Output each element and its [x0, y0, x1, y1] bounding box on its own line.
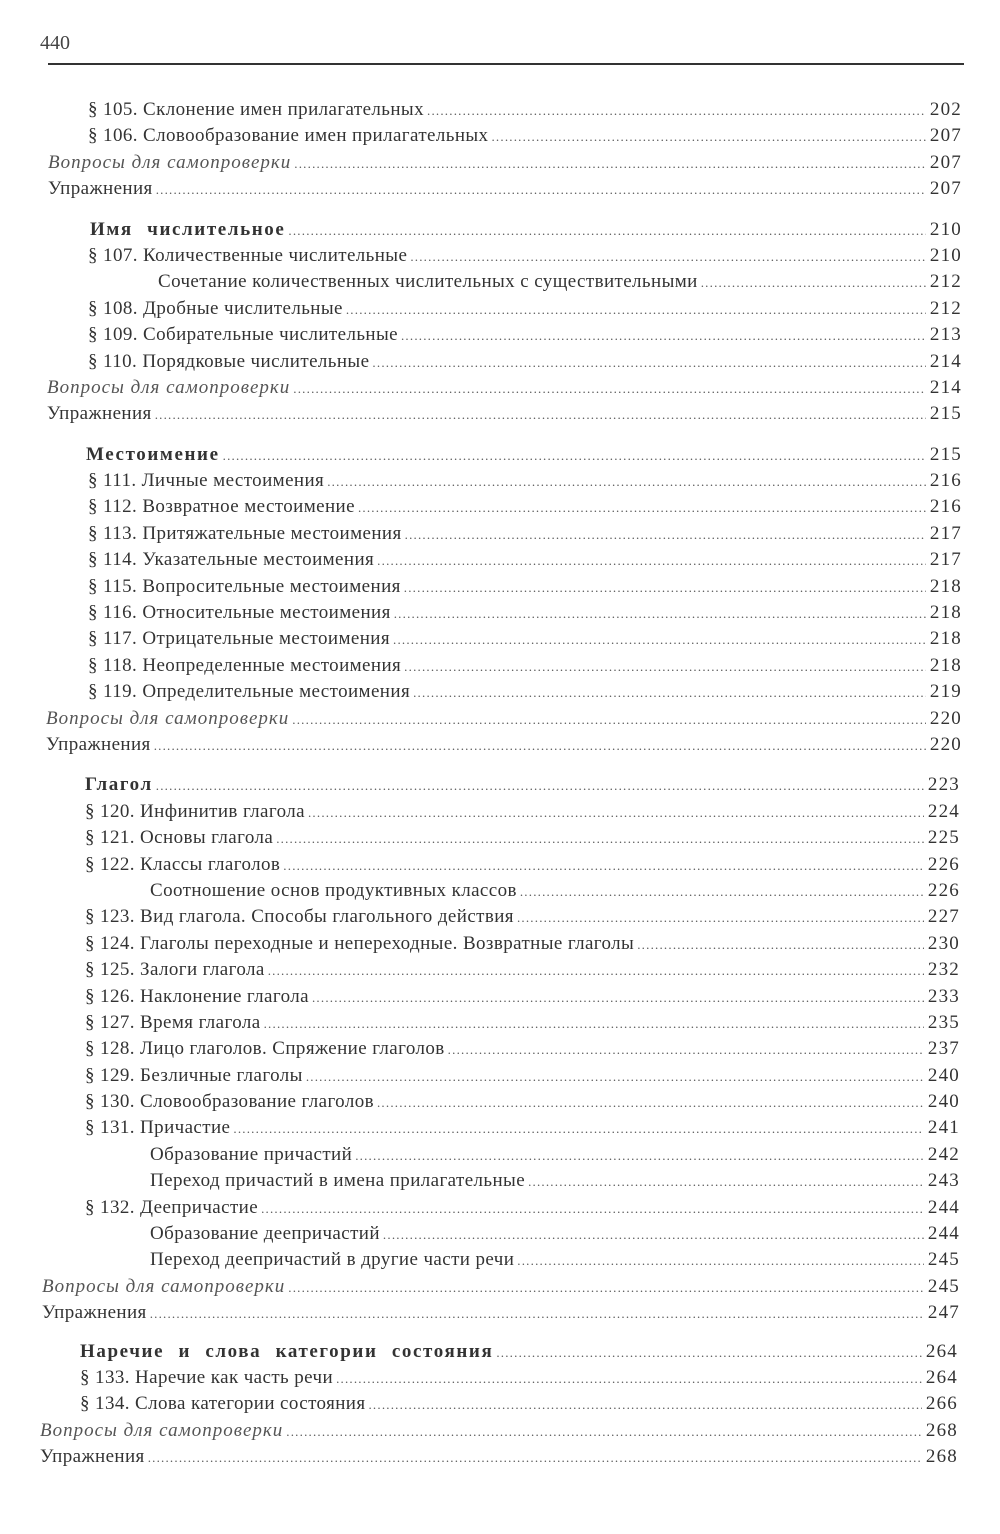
- toc-entry-page: 226: [927, 879, 960, 901]
- toc-dot-leader: [223, 443, 926, 469]
- toc-entry: [88, 653, 962, 679]
- toc-entry: [158, 269, 962, 295]
- toc-dot-leader: [155, 402, 926, 428]
- toc-entry: [85, 852, 960, 878]
- toc-dot-leader: [520, 879, 924, 905]
- toc-entry-page: 220: [929, 733, 962, 755]
- toc-entry-title: § 112. Возвратное местоимение: [88, 496, 355, 518]
- toc-entry-title: Местоимение: [86, 443, 220, 465]
- section-gap: [0, 203, 1000, 217]
- toc-dot-leader: [358, 495, 926, 521]
- toc-entry-title: § 117. Отрицательные местоимения: [88, 628, 390, 650]
- toc-entry-page: 266: [925, 1393, 958, 1415]
- toc-dot-leader: [372, 350, 925, 376]
- toc-entry: [88, 349, 962, 375]
- toc-entry: [88, 468, 962, 494]
- toc-dot-leader: [701, 270, 926, 296]
- toc-dot-leader: [286, 1419, 922, 1445]
- toc-entry: [85, 799, 960, 825]
- toc-entry: [88, 322, 962, 348]
- toc-entry: [88, 574, 962, 600]
- toc-entry-page: 214: [929, 350, 962, 372]
- toc-entry-page: 207: [929, 178, 962, 200]
- toc-entry-title: § 107. Количественные числительные: [88, 244, 408, 266]
- toc-dot-leader: [368, 1392, 921, 1418]
- toc-entry-title: § 105. Склонение имен прилагательных: [88, 99, 424, 120]
- toc-entry-page: 227: [927, 906, 960, 928]
- toc-entry: [47, 375, 962, 401]
- toc-dot-leader: [308, 800, 924, 826]
- toc-entry-page: 210: [929, 218, 962, 240]
- toc-entry: [80, 1391, 958, 1417]
- toc-section: [0, 772, 1000, 1326]
- toc-entry: [88, 123, 962, 149]
- toc-entry: [85, 984, 960, 1010]
- toc-entry-title: § 121. Основы глагола: [85, 827, 274, 849]
- toc-entry-title: § 114. Указательные местоимения: [88, 549, 375, 571]
- toc-entry-title: Вопросы для самопроверки: [40, 1419, 284, 1441]
- toc-dot-leader: [264, 1011, 924, 1037]
- toc-entry-title: § 119. Определительные местоимения: [88, 681, 411, 703]
- toc-entry-title: § 133. Наречие как часть речи: [80, 1366, 334, 1388]
- toc-entry-page: 218: [929, 575, 962, 597]
- toc-entry: [85, 1115, 960, 1141]
- toc-entry-page: 218: [929, 628, 962, 650]
- toc-entry-page: 215: [929, 443, 962, 465]
- toc-section: [0, 442, 1000, 759]
- toc-entry-page: 224: [927, 800, 960, 822]
- toc-entry-page: 268: [925, 1419, 958, 1441]
- toc-entry-page: 244: [927, 1196, 960, 1218]
- toc-dot-leader: [154, 733, 926, 759]
- toc-entry-title: § 131. Причастие: [85, 1117, 231, 1139]
- toc-entry-title: § 108. Дробные числительные: [88, 297, 343, 319]
- section-gap: [0, 428, 1000, 442]
- toc-entry-page: 210: [929, 244, 962, 266]
- toc-entry-page: 264: [925, 1366, 958, 1388]
- toc-entry-title: § 110. Порядковые числительные: [88, 350, 370, 372]
- toc-entry-page: 247: [927, 1302, 960, 1324]
- toc-entry-title: Имя числительное: [90, 218, 286, 240]
- toc-entry-page: 225: [927, 827, 960, 849]
- toc-entry-page: 219: [929, 681, 962, 703]
- toc-entry-page: 235: [927, 1011, 960, 1033]
- toc-entry: [85, 1063, 960, 1089]
- toc-entry-page: 240: [927, 1064, 960, 1086]
- toc-dot-leader: [327, 469, 926, 495]
- toc-entry-title: Образование причастий: [150, 1143, 353, 1165]
- toc-dot-leader: [292, 707, 926, 733]
- toc-entry-title: Вопросы для самопроверки: [48, 151, 292, 173]
- toc-dot-leader: [496, 1340, 922, 1366]
- toc-entry: [88, 626, 962, 652]
- toc-entry-title: Глагол: [85, 774, 153, 796]
- toc-entry-title: Вопросы для самопроверки: [46, 707, 290, 729]
- toc-dot-leader: [401, 323, 926, 349]
- toc-entry-title: § 113. Притяжательные местоимения: [88, 522, 402, 544]
- toc-entry: [85, 1010, 960, 1036]
- toc-entry-page: 232: [927, 959, 960, 981]
- toc-dot-leader: [268, 958, 924, 984]
- toc-entry-page: 230: [927, 932, 960, 954]
- toc-entry-title: § 126. Наклонение глагола: [85, 985, 309, 1007]
- toc-entry-title: Упражнения: [47, 403, 152, 425]
- toc-entry-title: § 128. Лицо глаголов. Спряжение глаголов: [85, 1038, 445, 1060]
- toc-dot-leader: [288, 218, 925, 244]
- toc-entry-title: § 111. Личные местоимения: [88, 470, 325, 492]
- toc-entry-title: § 106. Словообразование имен прилагательных: [88, 125, 489, 147]
- toc-entry-page: 202: [929, 99, 962, 120]
- toc-entry-page: 245: [927, 1275, 960, 1297]
- toc-entry: [85, 904, 960, 930]
- toc-dot-leader: [404, 575, 926, 601]
- toc-entry-title: § 120. Инфинитив глагола: [85, 800, 305, 822]
- toc-entry: [46, 732, 962, 758]
- toc-entry-page: 243: [927, 1170, 960, 1192]
- toc-entry: [88, 494, 962, 520]
- toc-entry: [85, 957, 960, 983]
- toc-entry: [40, 1418, 958, 1444]
- toc-entry-title: § 134. Слова категории состояния: [80, 1393, 366, 1415]
- toc-entry: [150, 1247, 960, 1273]
- toc-dot-leader: [413, 680, 926, 706]
- toc-entry-page: 264: [925, 1340, 958, 1362]
- toc-entry: [80, 1339, 958, 1365]
- toc-entry-title: Сочетание количественных числительных с существительными: [158, 271, 698, 293]
- toc-dot-leader: [346, 297, 926, 323]
- toc-dot-leader: [491, 124, 925, 150]
- toc-entry-page: 217: [929, 549, 962, 571]
- toc-entry-title: Упражнения: [40, 1446, 145, 1468]
- toc-entry: [88, 521, 962, 547]
- toc-dot-leader: [377, 1090, 924, 1116]
- toc-entry: [85, 1195, 960, 1221]
- toc-entry-title: Соотношение основ продуктивных классов: [150, 879, 517, 901]
- toc-dot-leader: [150, 1301, 924, 1327]
- toc-entry-page: 213: [929, 324, 962, 346]
- toc-dot-leader: [517, 1248, 924, 1274]
- toc-entry-page: 240: [927, 1091, 960, 1113]
- toc-dot-leader: [637, 932, 924, 958]
- toc-dot-leader: [405, 522, 926, 548]
- toc-entry: [80, 1365, 958, 1391]
- toc-entry: [88, 679, 962, 705]
- toc-entry-page: 216: [929, 470, 962, 492]
- toc-entry-page: 212: [929, 297, 962, 319]
- toc-entry: [150, 1168, 960, 1194]
- toc-entry: [85, 825, 960, 851]
- toc-dot-leader: [233, 1116, 924, 1142]
- toc-entry: [85, 931, 960, 957]
- toc-entry-title: § 118. Неопределенные местоимения: [88, 654, 402, 676]
- toc-entry: [88, 547, 962, 573]
- toc-dot-leader: [393, 627, 926, 653]
- toc-entry-title: § 125. Залоги глагола: [85, 959, 265, 981]
- toc-dot-leader: [355, 1143, 924, 1169]
- toc-entry-page: 237: [927, 1038, 960, 1060]
- toc-entry-title: Вопросы для самопроверки: [47, 376, 291, 398]
- toc-entry-title: § 132. Деепричастие: [85, 1196, 259, 1218]
- toc-dot-leader: [148, 1445, 922, 1471]
- toc-entry-page: 242: [927, 1143, 960, 1165]
- toc-dot-leader: [288, 1275, 924, 1301]
- toc-dot-leader: [427, 98, 926, 124]
- table-of-contents: [0, 97, 1000, 1471]
- toc-dot-leader: [336, 1366, 922, 1392]
- toc-entry-page: 241: [927, 1117, 960, 1139]
- toc-entry-title: Упражнения: [46, 733, 151, 755]
- toc-dot-leader: [448, 1037, 924, 1063]
- toc-dot-leader: [276, 826, 924, 852]
- toc-entry: [86, 442, 962, 468]
- toc-entry-page: 207: [929, 125, 962, 147]
- toc-entry: [42, 1300, 960, 1326]
- toc-entry: [48, 150, 962, 176]
- toc-entry-title: § 116. Относительные местоимения: [88, 602, 391, 624]
- toc-dot-leader: [306, 1064, 924, 1090]
- section-gap: [0, 1327, 1000, 1339]
- toc-entry-page: 223: [927, 774, 960, 796]
- toc-dot-leader: [528, 1169, 924, 1195]
- toc-entry-page: 220: [929, 707, 962, 729]
- header-rule: [48, 63, 964, 65]
- toc-entry-page: 226: [927, 853, 960, 875]
- toc-dot-leader: [294, 151, 926, 177]
- toc-entry-page: 215: [929, 403, 962, 425]
- toc-entry-page: 212: [929, 271, 962, 293]
- toc-dot-leader: [156, 177, 926, 203]
- toc-entry: [88, 243, 962, 269]
- toc-entry-title: § 122. Классы глаголов: [85, 853, 281, 875]
- toc-entry-page: 217: [929, 522, 962, 544]
- toc-dot-leader: [283, 853, 924, 879]
- toc-entry-title: § 109. Собирательные числительные: [88, 324, 398, 346]
- toc-dot-leader: [312, 985, 924, 1011]
- toc-entry-title: Переход деепричастий в другие части речи: [150, 1249, 515, 1271]
- toc-entry-page: 244: [927, 1223, 960, 1245]
- section-gap: [0, 758, 1000, 772]
- toc-entry-title: Упражнения: [48, 178, 153, 200]
- toc-entry: [47, 401, 962, 427]
- toc-section: [0, 217, 1000, 428]
- toc-dot-leader: [394, 601, 926, 627]
- toc-section: [0, 1339, 1000, 1471]
- toc-dot-leader: [156, 773, 924, 799]
- toc-entry-page: 245: [927, 1249, 960, 1271]
- toc-entry: [40, 1444, 958, 1470]
- toc-dot-leader: [410, 244, 926, 270]
- toc-entry-page: 268: [925, 1446, 958, 1468]
- page-number: 440: [40, 32, 70, 54]
- toc-entry-page: 214: [929, 376, 962, 398]
- toc-entry-page: 233: [927, 985, 960, 1007]
- toc-entry-title: § 130. Словообразование глаголов: [85, 1091, 374, 1113]
- toc-entry: [48, 176, 962, 202]
- toc-dot-leader: [293, 376, 926, 402]
- toc-entry: [150, 1142, 960, 1168]
- toc-entry-page: 207: [929, 151, 962, 173]
- toc-entry: [85, 1036, 960, 1062]
- toc-entry-title: § 129. Безличные глаголы: [85, 1064, 303, 1086]
- toc-entry: [88, 97, 962, 123]
- toc-entry: [90, 217, 962, 243]
- toc-entry: [88, 296, 962, 322]
- toc-entry: [42, 1274, 960, 1300]
- toc-dot-leader: [383, 1222, 924, 1248]
- toc-entry: [85, 772, 960, 798]
- toc-entry: [46, 706, 962, 732]
- toc-entry: [150, 1221, 960, 1247]
- toc-entry-title: § 115. Вопросительные местоимения: [88, 575, 401, 597]
- toc-entry: [85, 1089, 960, 1115]
- toc-entry-title: Упражнения: [42, 1302, 147, 1324]
- toc-section: [0, 97, 1000, 203]
- toc-dot-leader: [261, 1196, 924, 1222]
- toc-entry-title: § 124. Глаголы переходные и непереходные. Возвратные глаголы: [85, 932, 635, 954]
- toc-entry-title: § 123. Вид глагола. Способы глагольного действия: [85, 906, 514, 928]
- toc-entry-page: 218: [929, 654, 962, 676]
- toc-entry-title: Образование деепричастий: [150, 1223, 380, 1245]
- toc-dot-leader: [517, 905, 924, 931]
- toc-dot-leader: [404, 654, 926, 680]
- toc-entry-title: Вопросы для самопроверки: [42, 1275, 286, 1297]
- toc-entry-title: § 127. Время глагола: [85, 1011, 261, 1033]
- toc-entry-page: 218: [929, 602, 962, 624]
- toc-entry-page: 216: [929, 496, 962, 518]
- toc-entry: [150, 878, 960, 904]
- toc-dot-leader: [377, 548, 926, 574]
- toc-entry-title: Наречие и слова категории состояния: [80, 1340, 494, 1362]
- toc-entry: [88, 600, 962, 626]
- toc-entry-title: Переход причастий в имена прилагательные: [150, 1170, 526, 1192]
